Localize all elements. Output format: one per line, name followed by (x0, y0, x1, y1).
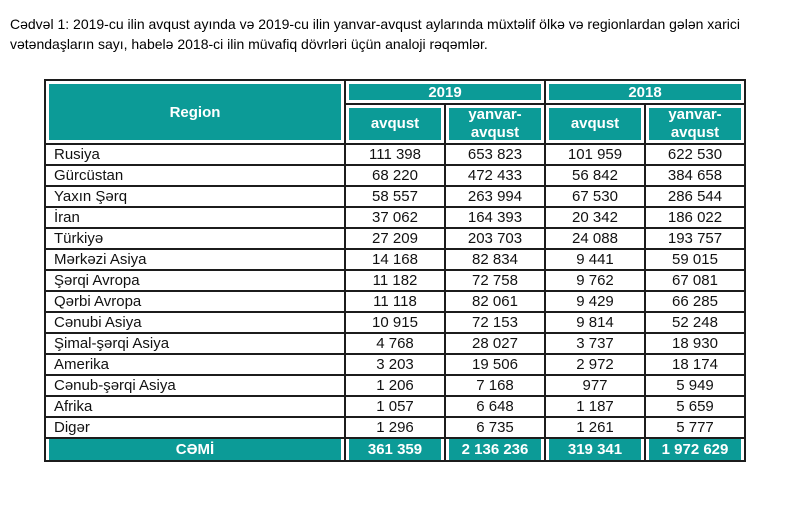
region-cell: Afrika (45, 396, 345, 417)
table-row (45, 396, 745, 417)
table-row (45, 165, 745, 186)
column-header-2019-yanvar-avqust: yanvar-avqust (445, 104, 545, 144)
column-header-region: Region (45, 80, 345, 144)
region-cell: Yaxın Şərq (45, 186, 345, 207)
region-cell: Cənubi Asiya (45, 312, 345, 333)
value-cell: 58 557 (345, 186, 445, 207)
total-row (45, 438, 745, 461)
total-label: CƏMİ (45, 438, 345, 461)
total-value-2018-yanvar-avqust: 1 972 629 (645, 438, 745, 461)
value-cell: 6 648 (445, 396, 545, 417)
total-value-2019-yanvar-avqust: 2 136 236 (445, 438, 545, 461)
table-header (45, 80, 745, 144)
value-cell: 67 081 (645, 270, 745, 291)
value-cell: 24 088 (545, 228, 645, 249)
value-cell: 68 220 (345, 165, 445, 186)
value-cell: 1 261 (545, 417, 645, 438)
value-cell: 9 814 (545, 312, 645, 333)
column-group-2018: 2018 (545, 80, 745, 104)
value-cell: 5 777 (645, 417, 745, 438)
table-row (45, 186, 745, 207)
value-cell: 28 027 (445, 333, 545, 354)
value-cell: 19 506 (445, 354, 545, 375)
value-cell: 203 703 (445, 228, 545, 249)
value-cell: 2 972 (545, 354, 645, 375)
header-year-row (45, 80, 745, 104)
value-cell: 37 062 (345, 207, 445, 228)
page (0, 14, 800, 462)
column-group-2019: 2019 (345, 80, 545, 104)
table-row (45, 249, 745, 270)
table-row (45, 375, 745, 396)
table-body (45, 144, 745, 438)
column-header-2018-avqust: avqust (545, 104, 645, 144)
total-value-2019-avqust: 361 359 (345, 438, 445, 461)
value-cell: 52 248 (645, 312, 745, 333)
value-cell: 286 544 (645, 186, 745, 207)
value-cell: 72 153 (445, 312, 545, 333)
value-cell: 7 168 (445, 375, 545, 396)
table-row (45, 207, 745, 228)
value-cell: 11 182 (345, 270, 445, 291)
value-cell: 164 393 (445, 207, 545, 228)
value-cell: 18 174 (645, 354, 745, 375)
value-cell: 263 994 (445, 186, 545, 207)
value-cell: 14 168 (345, 249, 445, 270)
value-cell: 20 342 (545, 207, 645, 228)
value-cell: 4 768 (345, 333, 445, 354)
table-row (45, 333, 745, 354)
value-cell: 82 061 (445, 291, 545, 312)
value-cell: 11 118 (345, 291, 445, 312)
value-cell: 59 015 (645, 249, 745, 270)
value-cell: 653 823 (445, 144, 545, 165)
value-cell: 622 530 (645, 144, 745, 165)
value-cell: 384 658 (645, 165, 745, 186)
value-cell: 27 209 (345, 228, 445, 249)
value-cell: 5 949 (645, 375, 745, 396)
value-cell: 72 758 (445, 270, 545, 291)
value-cell: 111 398 (345, 144, 445, 165)
value-cell: 5 659 (645, 396, 745, 417)
value-cell: 82 834 (445, 249, 545, 270)
region-cell: Rusiya (45, 144, 345, 165)
value-cell: 10 915 (345, 312, 445, 333)
region-cell: Amerika (45, 354, 345, 375)
value-cell: 6 735 (445, 417, 545, 438)
value-cell: 1 057 (345, 396, 445, 417)
table-row (45, 354, 745, 375)
region-cell: Mərkəzi Asiya (45, 249, 345, 270)
column-header-2018-yanvar-avqust: yanvar-avqust (645, 104, 745, 144)
table-row (45, 144, 745, 165)
region-cell: Şimal-şərqi Asiya (45, 333, 345, 354)
value-cell: 1 206 (345, 375, 445, 396)
value-cell: 1 296 (345, 417, 445, 438)
table-row (45, 291, 745, 312)
value-cell: 977 (545, 375, 645, 396)
region-cell: Türkiyə (45, 228, 345, 249)
value-cell: 193 757 (645, 228, 745, 249)
value-cell: 101 959 (545, 144, 645, 165)
table-row (45, 312, 745, 333)
region-cell: Şərqi Avropa (45, 270, 345, 291)
value-cell: 9 441 (545, 249, 645, 270)
value-cell: 9 762 (545, 270, 645, 291)
value-cell: 1 187 (545, 396, 645, 417)
value-cell: 66 285 (645, 291, 745, 312)
column-header-2019-avqust: avqust (345, 104, 445, 144)
value-cell: 186 022 (645, 207, 745, 228)
arrivals-statistics-table (44, 79, 746, 462)
table-row (45, 228, 745, 249)
value-cell: 3 737 (545, 333, 645, 354)
value-cell: 3 203 (345, 354, 445, 375)
table-row (45, 270, 745, 291)
region-cell: Digər (45, 417, 345, 438)
region-cell: Cənub-şərqi Asiya (45, 375, 345, 396)
table-row (45, 417, 745, 438)
value-cell: 9 429 (545, 291, 645, 312)
region-cell: İran (45, 207, 345, 228)
value-cell: 56 842 (545, 165, 645, 186)
value-cell: 18 930 (645, 333, 745, 354)
value-cell: 472 433 (445, 165, 545, 186)
region-cell: Qərbi Avropa (45, 291, 345, 312)
value-cell: 67 530 (545, 186, 645, 207)
region-cell: Gürcüstan (45, 165, 345, 186)
table-caption: Cədvəl 1: 2019-cu ilin avqust ayında və 2019-cu ilin yanvar-avqust aylarında müxtəlif ölkə və regionlardan gələn xarici vətəndaşların sayı, habelə 2018-ci ilin müvafiq dövrləri üçün analoji rəqəmlər. (10, 16, 740, 52)
total-value-2018-avqust: 319 341 (545, 438, 645, 461)
